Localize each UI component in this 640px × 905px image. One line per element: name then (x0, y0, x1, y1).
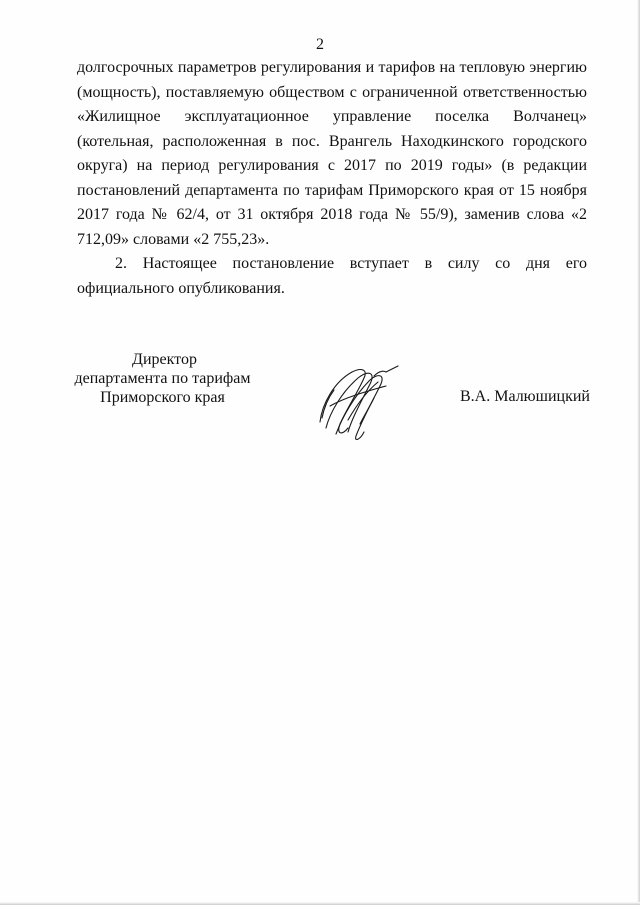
text-line: опубликования. (178, 279, 285, 297)
signatory-title-line: Директор (132, 351, 197, 368)
signatory-name: В.А. Малюшицкий (460, 388, 590, 405)
handwritten-signature-icon (312, 362, 400, 444)
signatory-title-line: Приморского края (100, 389, 225, 406)
text-line: долгосрочных параметров регулирования и тарифов на тепловую энергию (77, 59, 587, 76)
text-line: (мощность), поставляемую обществом с ограниченной ответственностью (77, 83, 587, 101)
text-line: регулирования с 2017 по 2019 годы» (в редакции постановлений департамента (77, 157, 588, 199)
text-line: по тарифам Приморского края от 15 ноября 2017 года № 62/4, от 31 октября (77, 181, 588, 223)
text-line: 2018 года № 55/9), заменив слова «2 712,09» словами «2 755,23». (77, 206, 588, 248)
signatory-title-line: департамента по тарифам (74, 370, 251, 387)
paragraph-continuation (77, 56, 587, 252)
signatory-title (70, 350, 255, 407)
text-line: 2. Настоящее постановление вступает в силу со дня его официального (77, 255, 587, 297)
text-line: «Жилищное эксплуатационное управление поселка Волчанец» (котельная, (77, 108, 587, 150)
page-number: 2 (316, 36, 324, 53)
paragraph-effective-date (77, 252, 587, 301)
document-body (77, 56, 587, 301)
text-line: расположенная в пос. Врангель Находкинского городского округа) на период (77, 132, 587, 174)
